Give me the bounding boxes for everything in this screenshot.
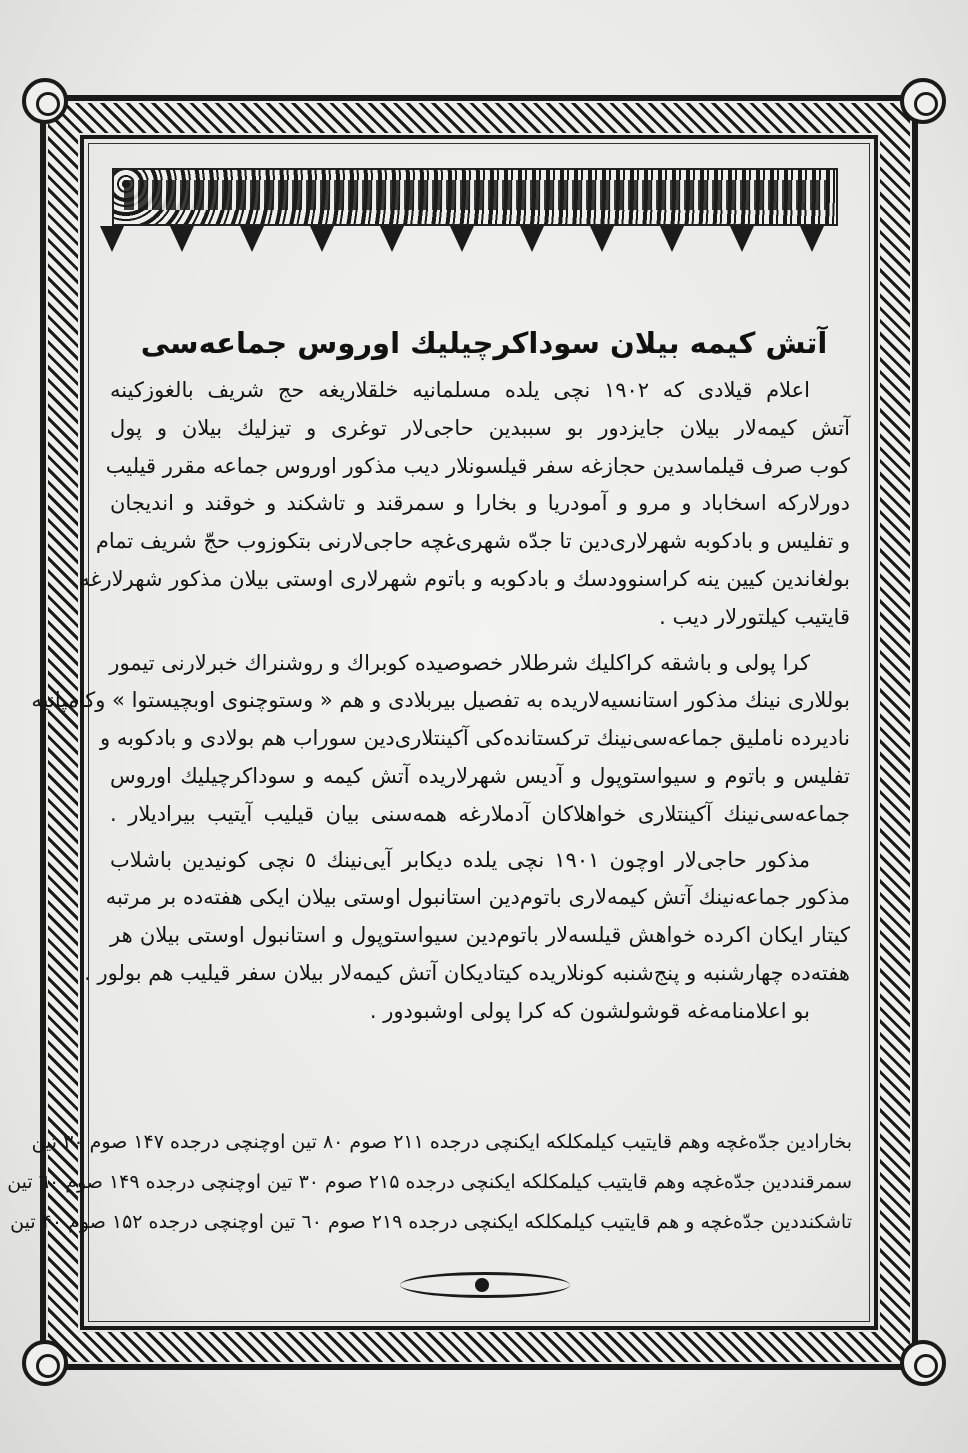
body-line: دورلارکه اسخاباد و مرو و آمودریا و بخارا و سمرقند و تاشکند و خوقند و اندیجان	[110, 491, 850, 516]
fare-row: تاشکنددین جدّه‌غچه و هم قایتیب کیلمکلکه ایکنچی درجده ۲۱۹ صوم ٦۰ تین اوچنچی درجده ۱۵۲ صوم ۴۰ تین	[10, 1211, 852, 1233]
body-line: و تفلیس و بادکوبه شهرلاری‌دین تا جدّه شهری‌غچه حاجی‌لارنی بتکوزوب حجّ شریف تمام	[95, 529, 850, 554]
body-line: هفته‌ده چهارشنبه و پنج‌شنبه کونلاریده کیتادیکان آتش کیمه‌لار بیلان سفر قیلیب هم بولور .	[84, 960, 850, 985]
corner-ornament-bottom-left	[22, 1340, 68, 1386]
announcement-body	[31, 372, 850, 1031]
header-floral-band-inner	[124, 180, 826, 210]
closing-flourish-icon	[400, 1272, 570, 1298]
fare-row: سمرقنددین جدّه‌غچه وهم قایتیب کیلمکلکه ایکنچی درجده ۲۱۵ صوم ۳۰ تین اوچنچی درجده ۱۴۹ صوم ٦۰ تین	[7, 1171, 852, 1193]
body-line: کرا پولی و باشقه کراکلیك شرطلار خصوصیده کوبراك و روشنراك خبرلارنی تیمور	[109, 650, 810, 675]
corner-ornament-top-left	[22, 78, 68, 124]
document-title-row	[120, 318, 848, 368]
corner-ornament-top-right	[900, 78, 946, 124]
body-line: کوب صرف قیلماسدین حجازغه سفر قیلسونلار دیب مذکور اوروس جماعه مقرر قیلیب	[105, 453, 850, 478]
body-line: مذکور حاجی‌لار اوچون ۱۹۰۱ نچی یلده دیکابر آیی‌نینك ٥ نچی کونیدین باشلاب	[110, 847, 810, 872]
body-line: قایتیب کیلتورلار دیب .	[659, 604, 850, 629]
body-line: بولغاندین کیین ینه کراسنوودسك و بادکوبه و باتوم شهرلاری اوستی بیلان مذکور شهرلارغه	[79, 566, 850, 591]
body-line: مذکور جماعه‌نینك آتش کیمه‌لاری باتوم‌دین استانبول اوستی بیلان ایکی هفته‌ده بر مرتبه	[105, 885, 850, 910]
fare-row: بخارادین جدّه‌غچه وهم قایتیب کیلمکلکه ایکنچی درجده ۲۱۱ صوم ۸۰ تین اوچنچی درجده ۱۴۷ صوم ۳۰ تین	[31, 1131, 852, 1153]
document-title: آتش کیمه بیلان سوداکرچیلیك اوروس جماعه‌سی	[140, 326, 828, 360]
body-line: تفلیس و باتوم و سیواستوپول و آدیس شهرلاریده آتش کیمه و سوداکرچیلیك اوروس	[110, 763, 850, 788]
body-line: جماعه‌سی‌نینك آکینتلاری خواهلاکان آدملارغه همه‌سنی بیان قیلیب آیتیب بیرادیلار .	[110, 801, 850, 826]
header-pendant-ornaments	[100, 226, 850, 276]
body-line: بو اعلامنامه‌غه قوشولشون که کرا پولی اوشبودور .	[369, 998, 810, 1023]
body-line: نادیرده نامليق جماعه‌سی‌نینك ترکستانده‌کی آکینتلاری‌دین سوراب هم بولادی و بادکوبه و	[100, 726, 850, 751]
body-line: بوللاری نینك مذکور استانسیه‌لاریده به تفصیل بیربلادی و هم « وستوچنوی اوبچیستوا » وکامپانیه	[31, 688, 850, 713]
body-line: اعلام قیلادی که ۱۹۰۲ نچی یلده مسلمانیه خلقلاریغه حج شریف بالغوزکینه	[110, 378, 811, 402]
corner-ornament-bottom-right	[900, 1340, 946, 1386]
fare-table	[7, 1122, 852, 1242]
body-line: کیتار ایکان اکرده خواهش قیلسه‌لار باتوم‌دین سیواستوپول و استانبول اوستی بیلان هر	[110, 923, 850, 948]
body-line: آتش کیمه‌لار بیلان جایزدور بو سببدین حاجی‌لار توغری و تیزلیك بیلان و پول	[110, 415, 850, 440]
